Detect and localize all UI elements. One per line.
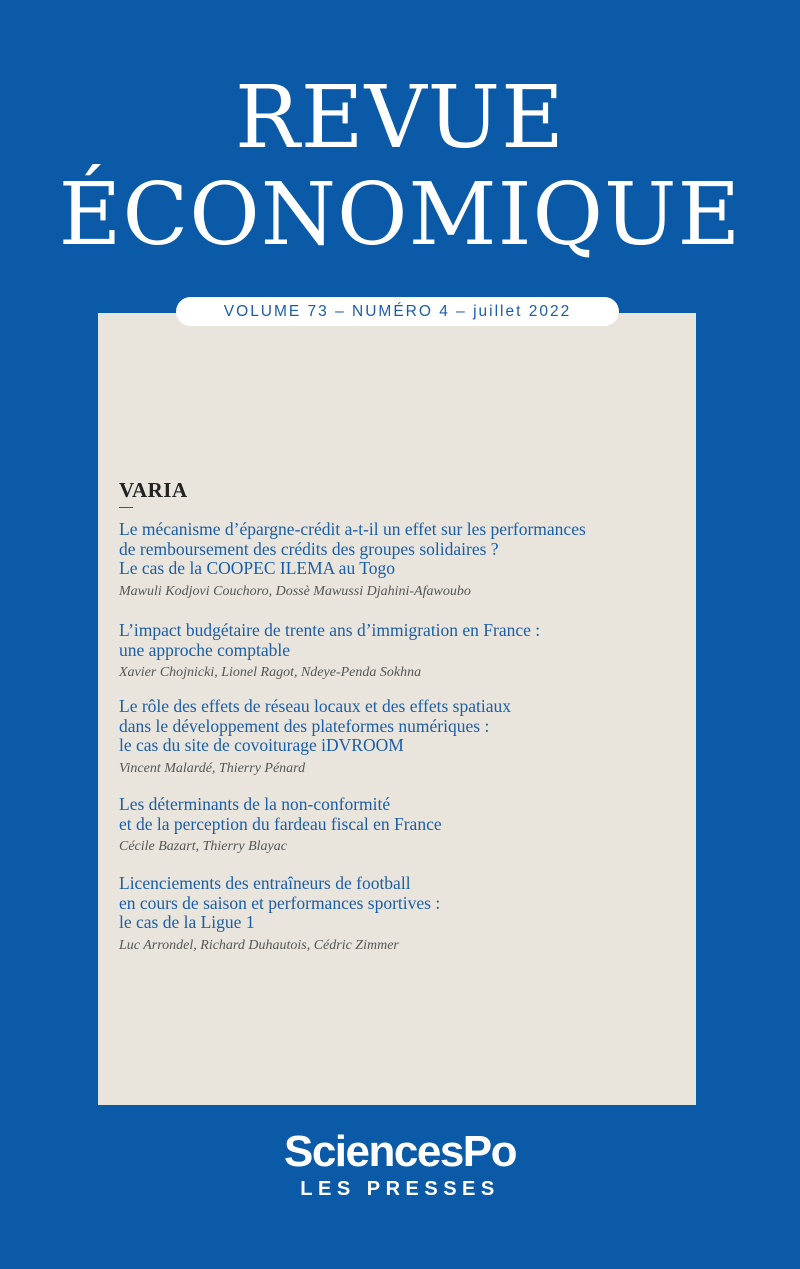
article-title-line: Licenciements des entraîneurs de football: [119, 873, 411, 893]
article-entry[interactable]: [119, 621, 639, 682]
article-authors: Luc Arrondel, Richard Duhautois, Cédric Zimmer: [119, 937, 399, 953]
article-title[interactable]: [119, 795, 639, 834]
article-title-line: dans le développement des plateformes numériques :: [119, 715, 490, 736]
publisher-logo: SciencesPo: [283, 1127, 517, 1176]
article-entry[interactable]: [119, 874, 639, 955]
publisher-subtitle: LES PRESSES: [300, 1178, 500, 1200]
article-title-line: le cas de la Ligue 1: [119, 912, 255, 932]
article-title-line: Le rôle des effets de réseau locaux et des effets spatiaux: [119, 696, 511, 716]
article-authors: Vincent Malardé, Thierry Pénard: [119, 760, 306, 776]
article-title-line: Les déterminants de la non-conformité: [119, 794, 391, 814]
article-entry[interactable]: [119, 697, 639, 778]
issue-badge: VOLUME 73 – NUMÉRO 4 – juillet 2022: [176, 297, 619, 326]
article-title[interactable]: [119, 874, 639, 933]
article-title-line: de remboursement des crédits des groupes solidaires ?: [119, 538, 499, 559]
section-rule: [119, 507, 133, 508]
article-title-line: le cas du site de covoiturage iDVROOM: [119, 735, 404, 755]
journal-title-line1: REVUE: [235, 68, 565, 168]
article-title[interactable]: [119, 621, 639, 660]
article-authors: Xavier Chojnicki, Lionel Ragot, Ndeye-Penda Sokhna: [119, 665, 422, 680]
article-title-line: Le cas de la COOPEC ILEMA au Togo: [119, 558, 395, 578]
article-entry[interactable]: [119, 795, 639, 856]
article-authors: Cécile Bazart, Thierry Blayac: [119, 839, 287, 854]
article-title-line: Le mécanisme d’épargne-crédit a-t-il un effet sur les performances: [119, 519, 586, 539]
article-title[interactable]: [119, 520, 639, 579]
article-entry[interactable]: [119, 520, 639, 601]
article-title-line: une approche comptable: [119, 639, 291, 660]
journal-title-line2: ÉCONOMIQUE: [58, 165, 742, 265]
article-title-line: et de la perception du fardeau fiscal en France: [119, 813, 442, 834]
article-title-line: L’impact budgétaire de trente ans d’immigration en France :: [119, 620, 541, 640]
section-heading: VARIA: [119, 478, 188, 502]
article-title[interactable]: [119, 697, 639, 756]
article-authors: Mawuli Kodjovi Couchoro, Dossè Mawussi Djahini-Afawoubo: [119, 583, 471, 599]
article-title-line: en cours de saison et performances sportives :: [119, 892, 441, 913]
